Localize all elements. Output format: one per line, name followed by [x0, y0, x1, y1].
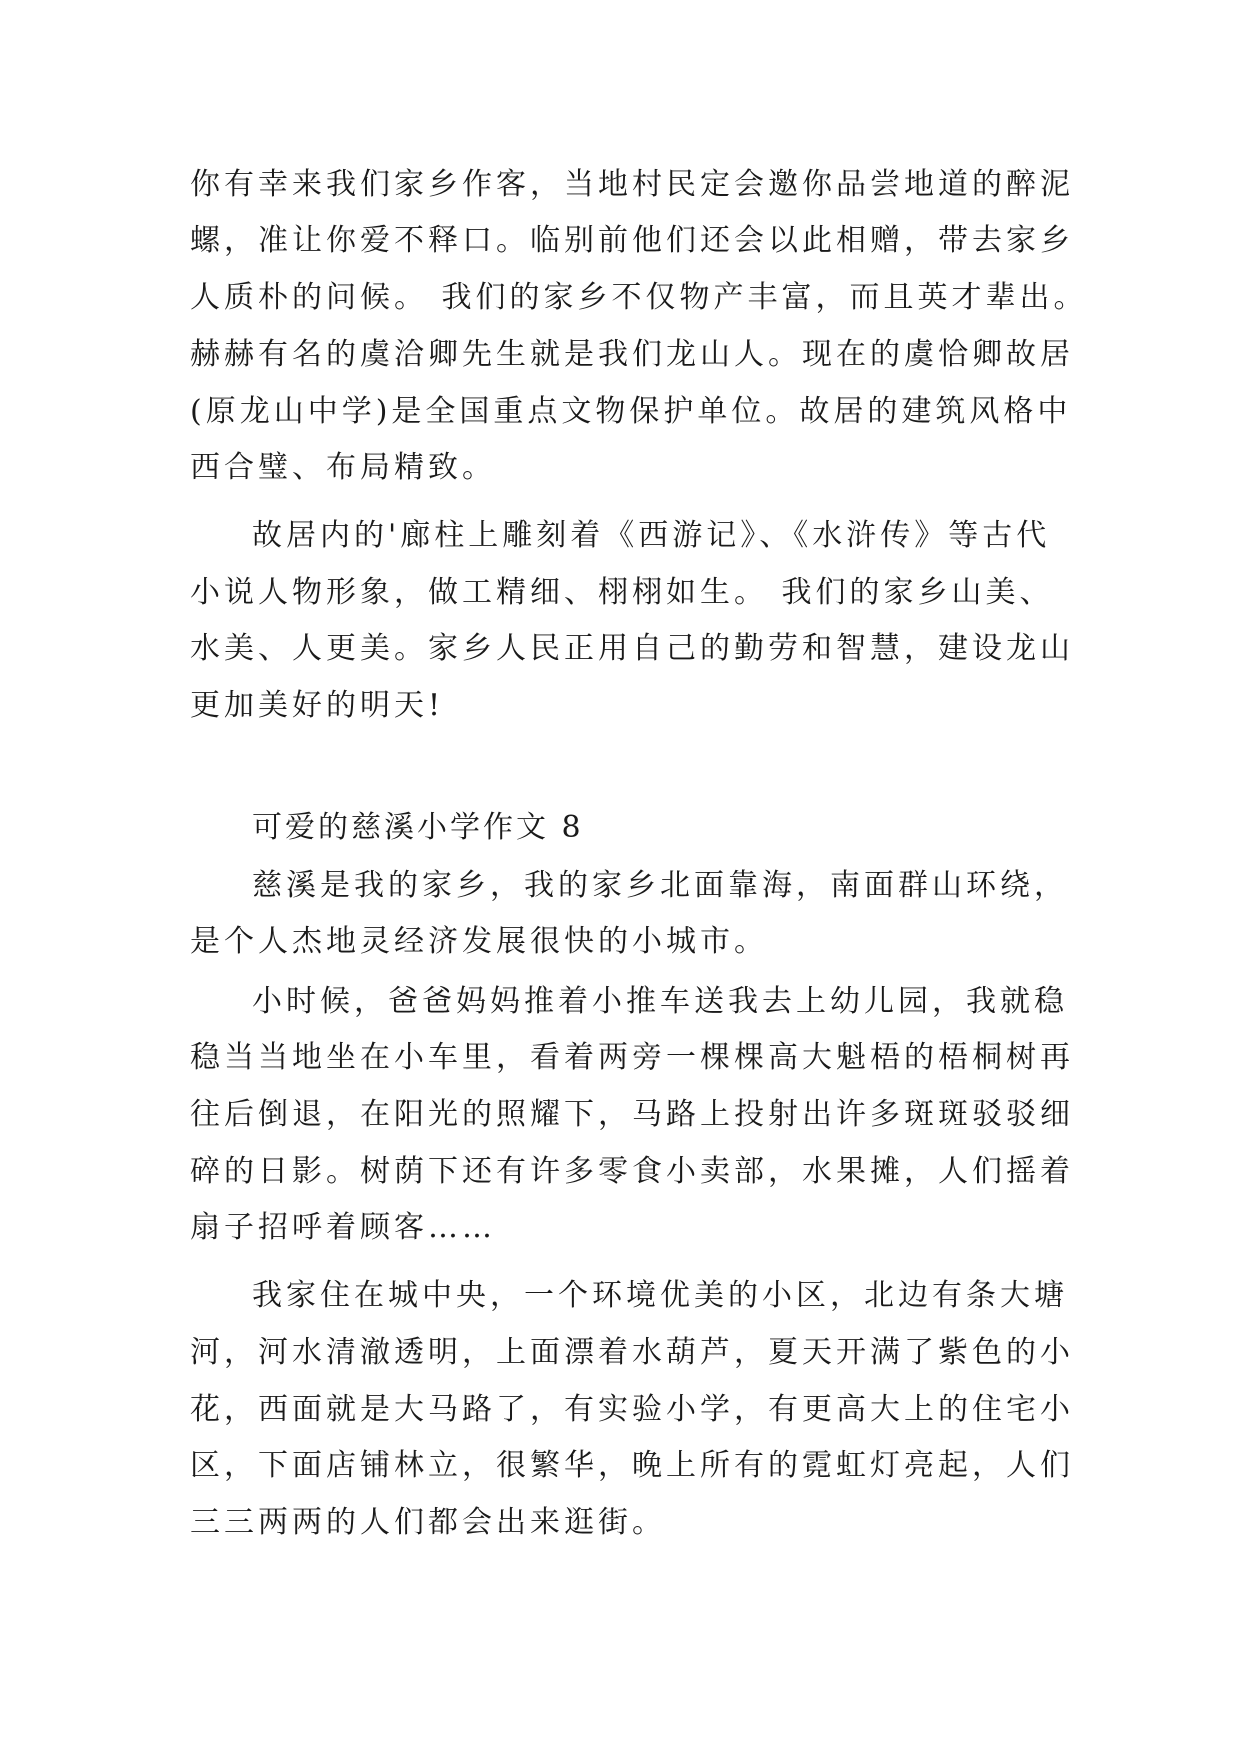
text-line: 往后倒退，在阳光的照耀下，马路上投射出许多斑斑驳驳细	[190, 1097, 1074, 1132]
text-line: 花，西面就是大马路了，有实验小学，有更高大上的住宅小	[190, 1392, 1074, 1427]
text-line: 是个人杰地灵经济发展很快的小城市。	[190, 924, 768, 959]
text-line: 三三两两的人们都会出来逛街。	[190, 1505, 666, 1540]
text-line: 故居内的'廊柱上雕刻着《西游记》、《水浒传》等古代	[252, 518, 1051, 553]
text-line: (原龙山中学)是全国重点文物保护单位。故居的建筑风格中	[190, 394, 1072, 429]
text-line: 西合璧、布局精致。	[190, 450, 496, 485]
text-line: 小说人物形象，做工精细、栩栩如生。 我们的家乡山美、	[190, 575, 1054, 610]
text-line: 螺，准让你爱不释口。临别前他们还会以此相赠，带去家乡	[190, 223, 1074, 258]
text-line: 你有幸来我们家乡作客，当地村民定会邀你品尝地道的醉泥	[190, 167, 1074, 202]
section-title: 可爱的慈溪小学作文 8	[252, 810, 584, 845]
text-line: 慈溪是我的家乡，我的家乡北面靠海，南面群山环绕，	[252, 868, 1068, 903]
text-line: 河，河水清澈透明，上面漂着水葫芦，夏天开满了紫色的小	[190, 1335, 1074, 1370]
text-line: 扇子招呼着顾客……	[190, 1210, 496, 1245]
text-line: 赫赫有名的虞洽卿先生就是我们龙山人。现在的虞恰卿故居	[190, 337, 1074, 372]
text-line: 稳当当地坐在小车里，看着两旁一棵棵高大魁梧的梧桐树再	[190, 1040, 1074, 1075]
text-line: 小时候，爸爸妈妈推着小推车送我去上幼儿园，我就稳	[252, 984, 1068, 1019]
text-line: 更加美好的明天!	[190, 688, 445, 723]
text-line: 人质朴的问候。 我们的家乡不仅物产丰富，而且英才辈出。	[190, 280, 1088, 315]
text-line: 我家住在城中央，一个环境优美的小区，北边有条大塘	[252, 1278, 1068, 1313]
text-line: 碎的日影。树荫下还有许多零食小卖部，水果摊，人们摇着	[190, 1154, 1074, 1189]
text-line: 水美、人更美。家乡人民正用自己的勤劳和智慧，建设龙山	[190, 631, 1074, 666]
text-line: 区，下面店铺林立，很繁华，晚上所有的霓虹灯亮起，人们	[190, 1448, 1074, 1483]
